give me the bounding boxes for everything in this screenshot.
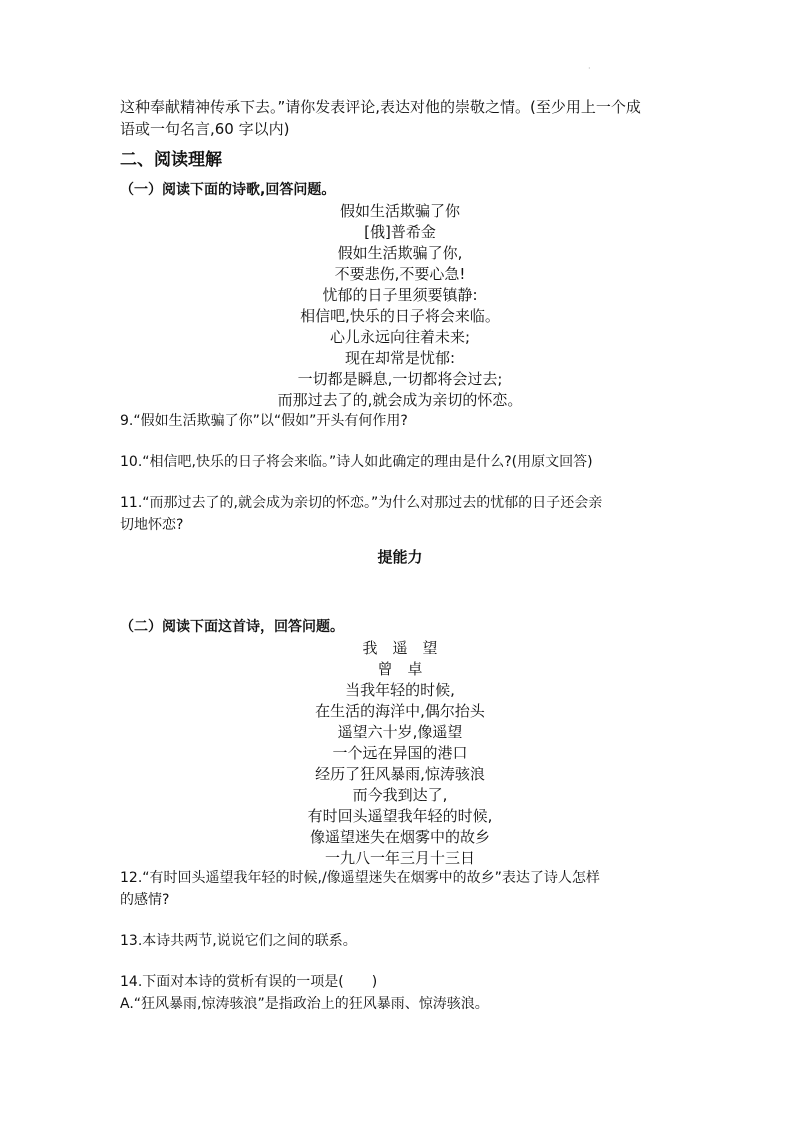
poem1-line: 相信吧,快乐的日子将会来临。 (300, 307, 500, 325)
poem2-author: 曾 卓 (377, 660, 423, 678)
part1-heading: （一）阅读下面的诗歌,回答问题。 (120, 182, 336, 198)
part2-heading: （二）阅读下面这首诗，回答问题。 (120, 619, 344, 635)
ability-heading: 提能力 (377, 548, 423, 566)
poem2-line: 而今我到达了, (352, 786, 448, 804)
poem2-line: 像遥望迷失在烟雾中的故乡 (309, 828, 490, 846)
question-12-line-1: 12.“有时回头遥望我年轻的时候,/像遥望迷失在烟雾中的故乡”表达了诗人怎样 (120, 870, 600, 886)
poem1-line: 假如生活欺骗了你, (337, 244, 463, 262)
question-14: 14.下面对本诗的赏析有误的一项是( ) (120, 974, 378, 990)
poem2-line: 在生活的海洋中,偶尔抬头 (315, 702, 485, 720)
page-marker: · (588, 64, 591, 73)
question-11-line-1: 11.“而那过去了的,就会成为亲切的怀恋。”为什么对那过去的忧郁的日子还会亲 (120, 495, 603, 511)
poem1-title: 假如生活欺骗了你 (339, 202, 460, 220)
poem2-line: 当我年轻的时候, (345, 681, 455, 699)
poem1-line: 忧郁的日子里须要镇静: (322, 286, 478, 304)
question-13: 13.本诗共两节,说说它们之间的联系。 (120, 933, 357, 949)
poem2-line: 一个远在异国的港口 (332, 744, 468, 762)
poem1-line: 不要悲伤,不要心急! (334, 265, 466, 283)
intro-line-1: 这种奉献精神传承下去。”请你发表评论,表达对他的崇敬之情。(至少用上一个成 (120, 98, 641, 116)
poem2-line: 有时回头遥望我年轻的时候, (307, 807, 493, 825)
poem1-line: 一切都是瞬息,一切都将会过去; (297, 370, 503, 388)
section-heading-reading: 二、阅读理解 (120, 150, 222, 170)
intro-line-2: 语或一句名言,60 字以内) (120, 120, 290, 138)
question-10: 10.“相信吧,快乐的日子将会来临。”诗人如此确定的理由是什么?(用原文回答) (120, 454, 593, 470)
poem2-title: 我 遥 望 (362, 639, 438, 657)
poem2-line: 经历了狂风暴雨,惊涛骇浪 (315, 765, 485, 783)
poem1-author: [俄]普希金 (364, 223, 436, 241)
poem2-line: 遥望六十岁,像遥望 (337, 723, 463, 741)
question-12-line-2: 的感情? (120, 892, 170, 908)
question-11-line-2: 切地怀恋? (120, 517, 184, 533)
poem1-line: 现在却常是忧郁: (344, 349, 456, 367)
question-14-option-a: A.“狂风暴雨,惊涛骇浪”是指政治上的狂风暴雨、惊涛骇浪。 (120, 996, 489, 1012)
poem1-line: 而那过去了的,就会成为亲切的怀恋。 (277, 391, 523, 409)
poem1-line: 心儿永远向往着未来; (329, 328, 471, 346)
poem2-date: 一九八一年三月十三日 (324, 849, 475, 867)
question-9: 9.“假如生活欺骗了你”以“假如”开头有何作用? (120, 413, 408, 429)
